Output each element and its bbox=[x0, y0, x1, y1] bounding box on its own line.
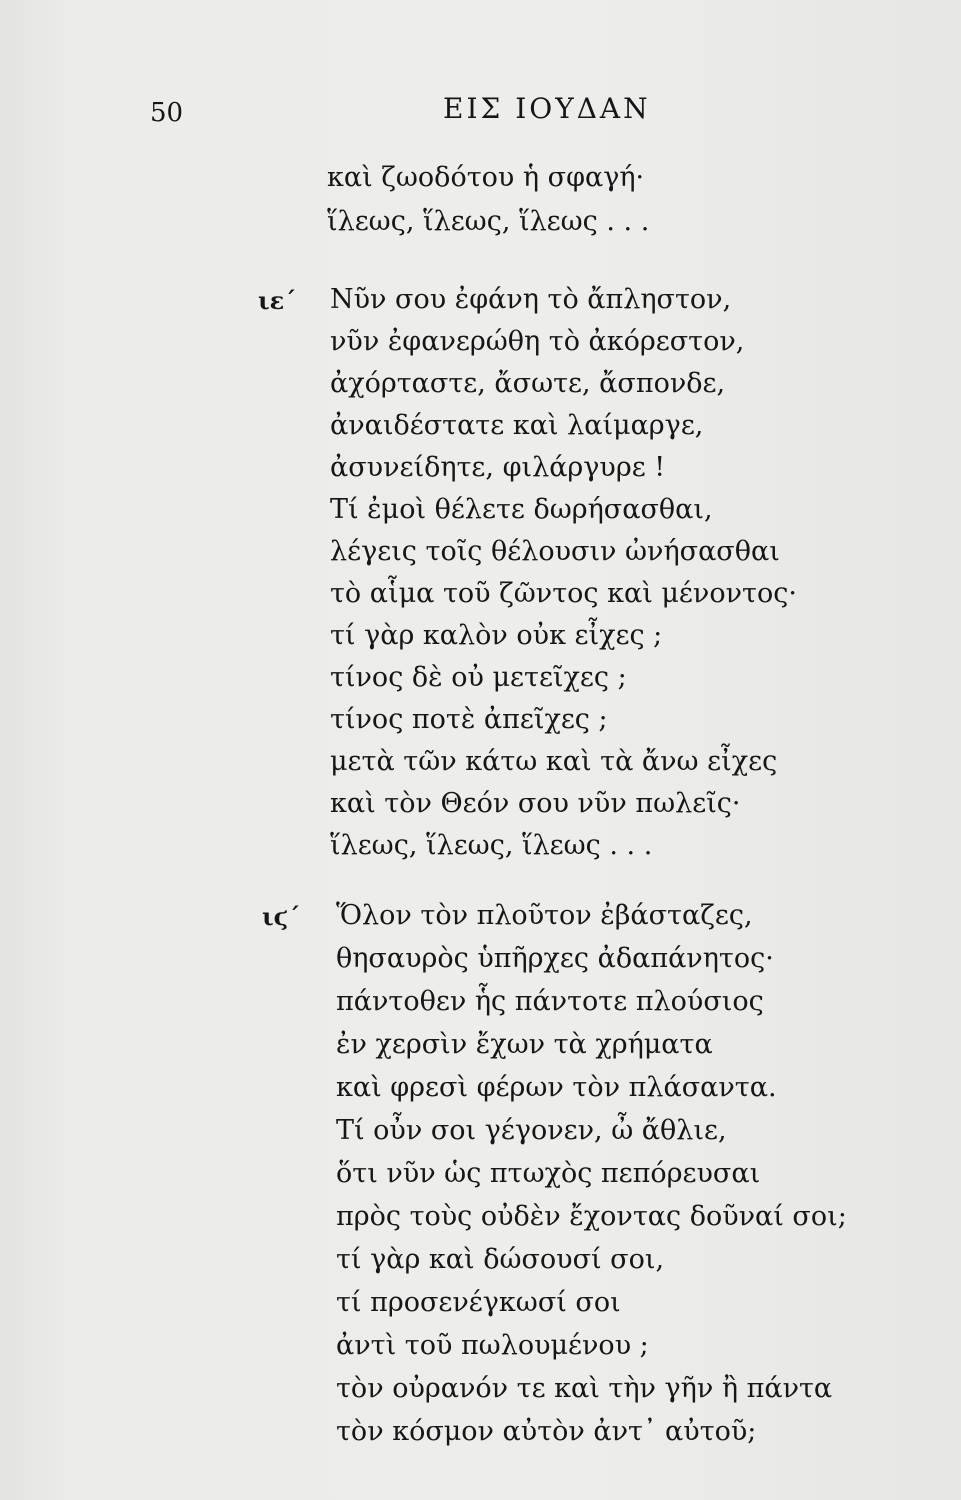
verse-line: πρὸς τοὺς οὐδὲν ἔχοντας δοῦναί σοι; bbox=[336, 1201, 847, 1232]
verse-line: τὸ αἷμα τοῦ ζῶντος καὶ μένοντος· bbox=[330, 578, 797, 609]
verse-line: τί γὰρ καλὸν οὐκ εἶχες ; bbox=[330, 620, 663, 651]
verse-line: θησαυρὸς ὑπῆρχες ἀδαπάνητος· bbox=[336, 943, 774, 974]
running-title: ΕΙΣ ΙΟΥΔΑΝ bbox=[443, 92, 651, 125]
verse-line: λέγεις τοῖς θέλουσιν ὠνήσασθαι bbox=[330, 536, 780, 567]
verse-line: ἀχόρταστε, ἄσωτε, ἄσπονδε, bbox=[330, 368, 726, 399]
verse-line: τὸν κόσμον αὐτὸν ἀντ᾽ αὐτοῦ; bbox=[336, 1416, 757, 1447]
verse-line: τίνος ποτὲ ἀπεῖχες ; bbox=[330, 704, 608, 735]
verse-line: ἀσυνείδητε, φιλάργυρε ! bbox=[330, 452, 666, 483]
verse-line: τὸν οὐρανόν τε καὶ τὴν γῆν ἢ πάντα bbox=[336, 1373, 833, 1404]
verse-line: ἐν χερσὶν ἔχων τὰ χρήματα bbox=[336, 1029, 713, 1060]
verse-line: μετὰ τῶν κάτω καὶ τὰ ἄνω εἶχες bbox=[330, 746, 778, 777]
verse-line: ἵλεως, ἵλεως, ἵλεως . . . bbox=[327, 206, 650, 237]
stanza-marker: ιε΄ bbox=[258, 286, 297, 315]
verse-line: καὶ φρεσὶ φέρων τὸν πλάσαντα. bbox=[336, 1072, 777, 1103]
verse-line: τί προσενέγκωσί σοι bbox=[336, 1287, 621, 1318]
verse-line: τίνος δὲ οὐ μετεῖχες ; bbox=[330, 662, 627, 693]
verse-line: καὶ τὸν Θεόν σου νῦν πωλεῖς· bbox=[330, 788, 741, 819]
verse-line: καὶ ζωοδότου ἡ σφαγή· bbox=[327, 162, 645, 193]
verse-line: ἀντὶ τοῦ πωλουμένου ; bbox=[336, 1330, 649, 1361]
verse-line: ὅτι νῦν ὡς πτωχὸς πεπόρευσαι bbox=[336, 1158, 761, 1189]
verse-line: νῦν ἐφανερώθη τὸ ἀκόρεστον, bbox=[330, 326, 745, 357]
verse-line: τί γὰρ καὶ δώσουσί σοι, bbox=[336, 1244, 665, 1275]
stanza-marker: ιϛ΄ bbox=[262, 902, 301, 931]
verse-line: πάντοθεν ἧς πάντοτε πλούσιος bbox=[336, 986, 764, 1017]
verse-line: Τί ἐμοὶ θέλετε δωρήσασθαι, bbox=[330, 494, 713, 525]
verse-line: Νῦν σου ἐφάνη τὸ ἄπληστον, bbox=[330, 284, 732, 315]
verse-line: ἀναιδέστατε καὶ λαίμαργε, bbox=[330, 410, 704, 441]
verse-line: Τί οὖν σοι γέγονεν, ὦ ἄθλιε, bbox=[336, 1115, 727, 1146]
page-number: 50 bbox=[150, 98, 184, 128]
verse-line: ἵλεως, ἵλεως, ἵλεως . . . bbox=[330, 830, 653, 861]
verse-line: Ὅλον τὸν πλοῦτον ἐβάσταζες, bbox=[336, 900, 753, 931]
